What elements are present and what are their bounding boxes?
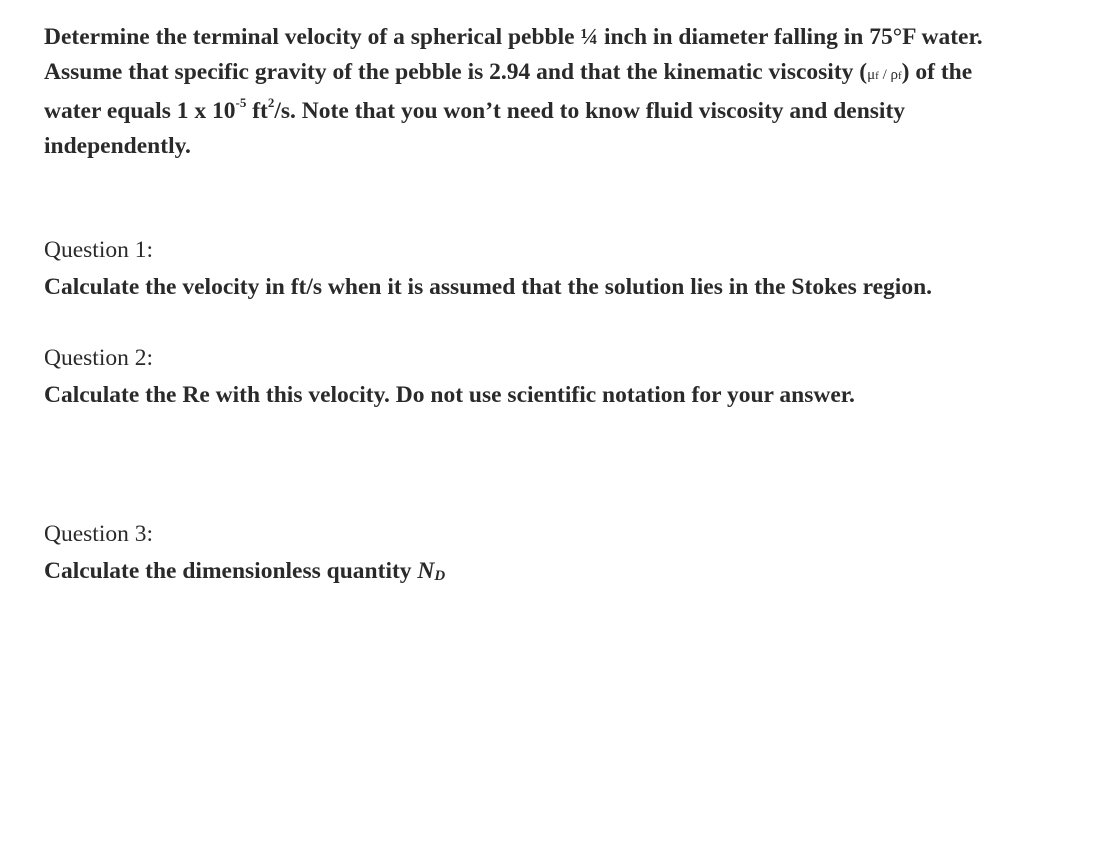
mu-symbol: μ (867, 67, 876, 83)
problem-line-3-text: water equals 1 x 10 (44, 98, 236, 124)
slash: / (878, 67, 891, 83)
problem-statement (44, 20, 1074, 164)
nd-letter: N (417, 558, 435, 584)
exponent-minus-5: -5 (235, 95, 247, 111)
problem-line-2-end: ) of the (901, 59, 973, 85)
problem-line-3-end: /s. Note that you won’t need to know fluid viscosity and density (274, 98, 906, 124)
question-1 (44, 232, 1074, 306)
exponent-2: 2 (267, 95, 275, 111)
rho-subscript: f (898, 70, 902, 82)
problem-line-3 (44, 94, 1074, 129)
question-1-heading: Question 1: (44, 237, 154, 263)
question-3-text-body: Calculate the dimensionless quantity (44, 558, 418, 584)
nd-subscript: D (434, 568, 446, 584)
nd-symbol (417, 558, 445, 584)
problem-line-4: independently. (44, 133, 191, 159)
question-2-heading: Question 2: (44, 345, 154, 371)
question-3 (44, 516, 1074, 590)
rho-symbol: ρ (890, 67, 898, 83)
problem-line-2-text: Assume that specific gravity of the pebble is 2.94 and that the kinematic viscosity ( (44, 59, 868, 85)
question-3-heading: Question 3: (44, 521, 154, 547)
question-2-text: Calculate the Re with this velocity. Do not use scientific notation for your answer. (44, 382, 855, 408)
question-2 (44, 340, 1074, 414)
problem-line-3-unit: ft (246, 98, 268, 124)
problem-line-2 (44, 55, 1074, 94)
mu-subscript: f (875, 70, 879, 82)
question-3-text (44, 553, 1074, 590)
problem-line-1: Determine the terminal velocity of a spherical pebble ¼ inch in diameter falling in 75°F water. (44, 24, 983, 50)
question-1-text: Calculate the velocity in ft/s when it is assumed that the solution lies in the Stokes region. (44, 274, 933, 300)
